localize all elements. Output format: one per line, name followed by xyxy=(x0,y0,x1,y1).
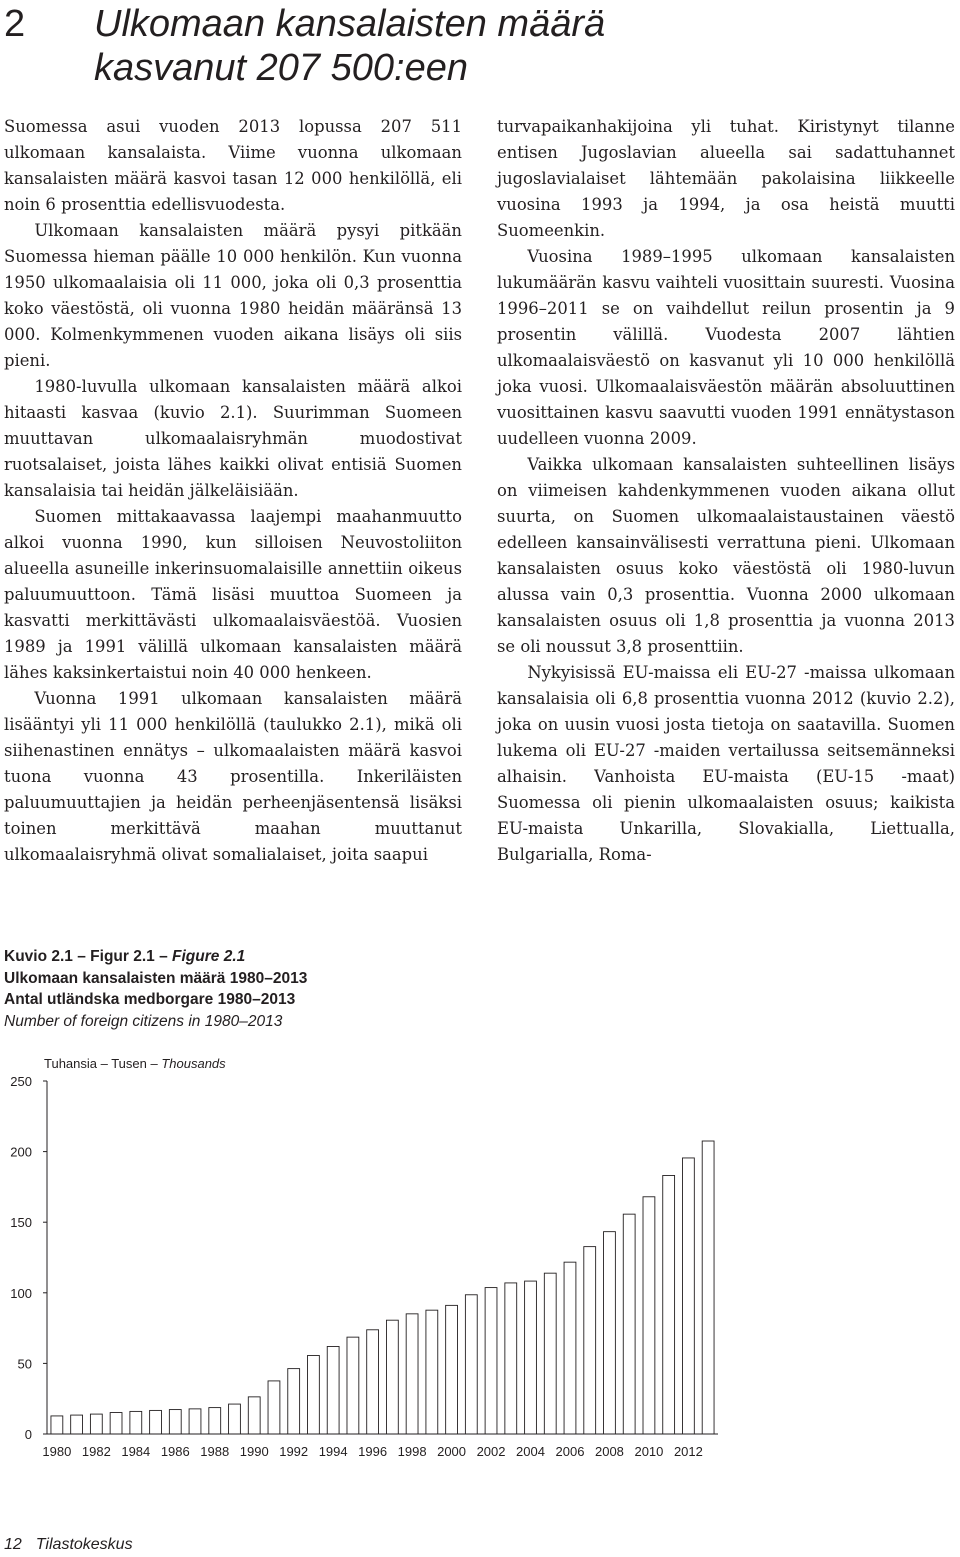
x-tick-label: 1984 xyxy=(121,1444,151,1459)
x-tick-label: 1982 xyxy=(81,1444,111,1459)
unit-label: Tuhansia – Tusen – Thousands xyxy=(44,1056,226,1071)
bar xyxy=(130,1411,142,1434)
bar xyxy=(71,1415,83,1434)
x-tick-label: 1990 xyxy=(239,1444,269,1459)
bar xyxy=(584,1247,596,1434)
figure-label-sv: Figur 2.1 xyxy=(90,948,155,965)
bar xyxy=(288,1369,300,1434)
x-tick-label: 1996 xyxy=(358,1444,388,1459)
paragraph: turvapaikanhakijoina yli tuhat. Kiristynyt tilanne entisen Jugoslavian alueella sai sadattuhannet jugoslavialaiset lähtemään pakolaisina liikkeelle vuosina 1993 ja 1994, ja osa heistä muutti Suomeenkin. xyxy=(497,117,955,240)
bar xyxy=(248,1397,260,1434)
chapter-title-line-2: kasvanut 207 500:een xyxy=(94,47,468,89)
figure-title-fi: Ulkomaan kansalaisten määrä 1980–2013 xyxy=(4,969,308,987)
paragraph: Vaikka ulkomaan kansalaisten suhteellinen lisäys on viimeisen kahdenkymmenen vuoden aikana ollut suurta, on Suomen ulkomaalaistaustainen väestö edelleen kansainvälisesti verrattuna pieni. Ulkomaan kansalaisten osuus koko väestöstä oli 1980-luvun alussa vain 0,3 prosenttia. Vuonna 2000 ulkomaan kansalaisten osuus oli 1,8 prosenttia ja vuonna 2013 se oli noussut 3,8 prosenttiin. xyxy=(497,455,955,656)
x-tick-label: 1980 xyxy=(42,1444,72,1459)
paragraph: Vuonna 1991 ulkomaan kansalaisten määrä lisääntyi yli 11 000 henkilöllä (taulukko 2.1), mikä oli siihenastinen ennätys – ulkomaalaisten määrä kasvoi tuona vuonna 43 prosentilla. Inkeriläisten paluumuuttajien ja heidän perheenjäsentensä lisäksi toinen merkittävä maahan muuttanut ulkomaalaisryhmä olivat somalialaiset, joita saapui xyxy=(4,689,462,864)
x-tick-label: 1986 xyxy=(160,1444,190,1459)
paragraph: Vuosina 1989–1995 ulkomaan kansalaisten lukumäärän kasvu vaihteli vuosittain suuresti. Vuosina 1996–2011 se on vaihdellut reilun prosentin ja 9 prosentin välillä. Vuodesta 2007 lähtien ulkomaalaisväestö on kasvanut yli 10 000 henkilöllä joka vuosi. Ulkomaalaisväestön määrän absoluuttinen vuosittainen kasvu saavutti vuoden 1991 ennätystason uudelleen vuonna 2009. xyxy=(497,247,955,448)
bar xyxy=(90,1414,102,1434)
bar xyxy=(623,1214,635,1434)
bar xyxy=(347,1337,359,1434)
bar xyxy=(682,1158,694,1434)
bar xyxy=(308,1355,320,1434)
bar xyxy=(465,1295,477,1434)
bar xyxy=(209,1408,221,1434)
x-tick-label: 1994 xyxy=(318,1444,348,1459)
bar xyxy=(485,1288,497,1434)
chapter-number: 2 xyxy=(4,3,26,45)
x-tick-label: 2010 xyxy=(634,1444,664,1459)
x-tick-label: 1998 xyxy=(397,1444,427,1459)
body-column-right xyxy=(497,114,955,868)
bar xyxy=(702,1141,714,1434)
bar xyxy=(327,1346,339,1434)
figure-label-dash: – xyxy=(77,948,86,965)
bar xyxy=(426,1310,438,1434)
page-number: 12 xyxy=(4,1536,22,1553)
y-tick-label: 50 xyxy=(17,1356,32,1372)
bar xyxy=(663,1175,675,1434)
chapter-title xyxy=(94,2,894,90)
page-footer xyxy=(4,1536,133,1554)
bar-chart xyxy=(0,1040,760,1470)
bar xyxy=(169,1410,181,1434)
paragraph: Nykyisissä EU-maissa eli EU-27 -maissa ulkomaan kansalaisia oli 6,8 prosenttia vuonna 2012 (kuvio 2.2), joka on uusin vuosi josta tietoja on saatavilla. Suomen lukema oli EU-27 -maiden vertailussa seitsemänneksi alhaisin. Vanhoista EU-maista (EU-15 -maat) Suomessa oli pienin ulkomaalaisten osuus; kaikista EU-maista Unkarilla, Slovakialla, Liettualla, Bulgarialla, Roma- xyxy=(497,663,955,864)
y-tick-label: 200 xyxy=(10,1144,32,1160)
figure-label-dash: – xyxy=(159,948,168,965)
figure-label-fi: Kuvio 2.1 xyxy=(4,948,73,965)
x-tick-label: 2012 xyxy=(673,1444,703,1459)
y-tick-label: 150 xyxy=(10,1215,32,1231)
paragraph: Ulkomaan kansalaisten määrä pysyi pitkään Suomessa hieman päälle 10 000 henkilön. Kun vuonna 1950 ulkomaalaisia oli 11 000, joka oli 0,3 prosenttia koko väestöstä, oli vuonna 1980 heidän määränsä 13 000. Kolmenkymmenen vuoden aikana lisäys oli siis pieni. xyxy=(4,221,462,370)
bar xyxy=(229,1404,241,1434)
bar xyxy=(525,1281,537,1434)
paragraph: Suomessa asui vuoden 2013 lopussa 207 511 ulkomaan kansalaista. Viime vuonna ulkomaan kansalaisten määrä kasvoi tasan 12 000 henkilöllä, eli noin 6 prosenttia edellisvuodesta. xyxy=(4,117,462,214)
chapter-title-line-1: Ulkomaan kansalaisten määrä xyxy=(94,3,606,45)
bar xyxy=(564,1262,576,1434)
x-tick-label: 2002 xyxy=(476,1444,506,1459)
paragraph: 1980-luvulla ulkomaan kansalaisten määrä alkoi hitaasti kasvaa (kuvio 2.1). Suurimman Suomeen muuttavan ulkomaalaisryhmän muodostivat ruotsalaiset, joista lähes kaikki olivat entisiä Suomen kansalaisia tai heidän jälkeläisiään. xyxy=(4,377,462,500)
bar xyxy=(386,1320,398,1434)
bar xyxy=(544,1273,556,1434)
bar xyxy=(505,1283,517,1434)
bar xyxy=(268,1381,280,1434)
x-tick-label: 1992 xyxy=(279,1444,309,1459)
figure-heading xyxy=(4,946,307,1032)
figure-label-en: Figure 2.1 xyxy=(172,948,246,965)
bar xyxy=(110,1413,122,1434)
y-tick-label: 250 xyxy=(10,1074,32,1089)
bar xyxy=(643,1197,655,1434)
bar xyxy=(51,1416,63,1434)
paragraph: Suomen mittakaavassa laajempi maahanmuutto alkoi vuonna 1990, kun silloisen Neuvostoliiton alueella asuneille inkerinsuomalaisille annettiin oikeus paluumuuttoon. Tämä lisäsi muuttoa Suomeen ja kasvatti merkittävästi ulkomaalaisväestöä. Vuosien 1989 ja 1991 välillä ulkomaan kansalaisten määrä lähes kaksinkertaistui noin 40 000 henkeen. xyxy=(4,507,462,682)
y-tick-label: 0 xyxy=(24,1427,32,1442)
x-tick-label: 2000 xyxy=(437,1444,467,1459)
figure-label xyxy=(4,946,307,968)
publisher-name: Tilastokeskus xyxy=(35,1536,133,1553)
x-tick-label: 2006 xyxy=(555,1444,585,1459)
bar xyxy=(406,1314,418,1434)
figure-title-sv: Antal utländska medborgare 1980–2013 xyxy=(4,991,296,1008)
x-tick-label: 1988 xyxy=(200,1444,230,1459)
bar xyxy=(150,1410,162,1434)
x-tick-label: 2004 xyxy=(516,1444,545,1459)
bar xyxy=(446,1305,458,1434)
bar xyxy=(604,1232,616,1434)
bar xyxy=(367,1330,379,1434)
x-tick-label: 2008 xyxy=(594,1444,624,1459)
y-tick-label: 100 xyxy=(10,1285,32,1301)
body-column-left xyxy=(4,114,462,868)
bar xyxy=(189,1409,201,1434)
figure-title-en: Number of foreign citizens in 1980–2013 xyxy=(4,1012,283,1030)
